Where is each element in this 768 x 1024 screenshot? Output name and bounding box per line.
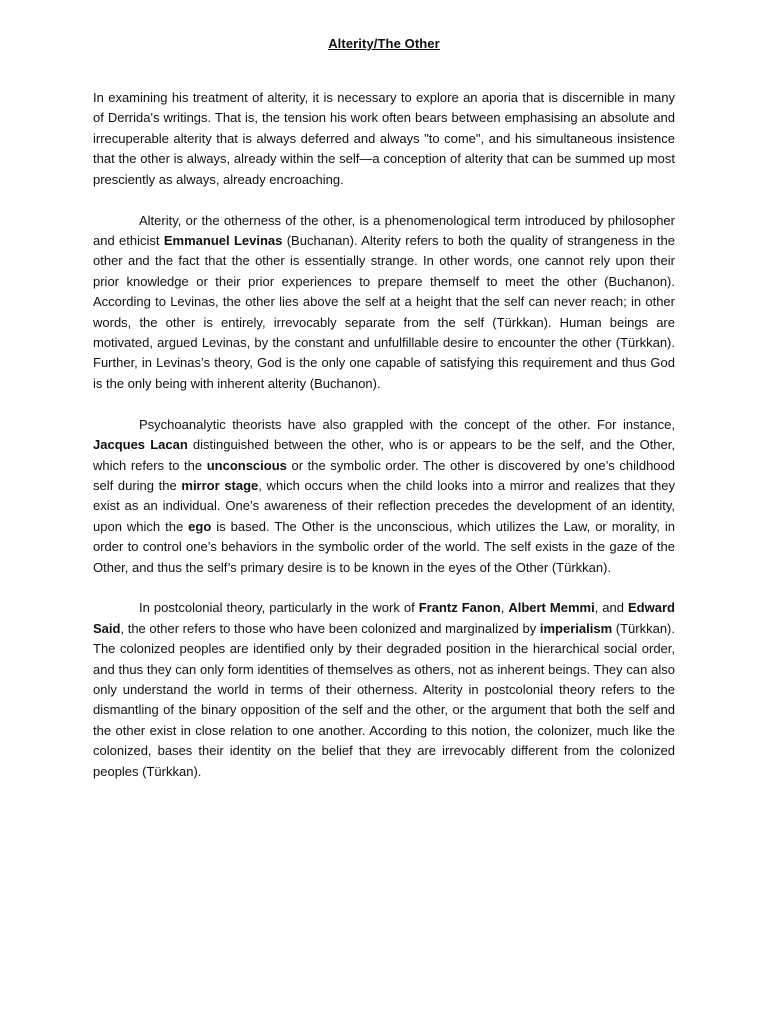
- paragraph-text: ,: [500, 600, 509, 616]
- paragraph-text: Psychoanalytic theorists have also grappled with the concept of the other. For instance,: [139, 416, 675, 432]
- paragraph-text: In postcolonial theory, particularly in the work of: [139, 600, 419, 616]
- bold-term: Emmanuel Levinas: [163, 232, 283, 248]
- bold-term: unconscious: [206, 457, 287, 473]
- paragraph: [93, 598, 675, 782]
- paragraph-text: , and: [594, 600, 629, 616]
- paragraph-text: In examining his treatment of alterity, it is necessary to explore an aporia that is discernible in many of Derrida's writings. That is, the tension his work often bears between emphasising an absolute and irrecuperable alterity that is always deferred and always "to come", and his simultaneous insistence that the other is always, already within the self—a conception of alterity that can be summed up most presciently as always, already encroaching.: [93, 90, 675, 187]
- bold-term: Edward Said: [93, 600, 675, 636]
- paragraph: [93, 211, 675, 395]
- paragraph-text: , the other refers to those who have been colonized and marginalized by: [120, 620, 540, 636]
- paragraph-text: distinguished between the other, who is or appears to be the self, and the Other, which refers to the: [93, 437, 675, 473]
- bold-term: Jacques Lacan: [93, 437, 188, 453]
- paragraph-text: (Türkkan). The colonized peoples are identified only by their degraded position in the hierarchical social order, and thus they can only form identities of themselves as others, not as inherent beings. They can also only understand the world in terms of their otherness. Alterity in postcolonial theory refers to the dismantling of the binary opposition of the self and the other, or the argument that both the self and the other exist in close relation to one another. According to this notion, the colonizer, much like the colonized, bases their identity on the belief that they are irrevocably different from the colonized peoples (Türkkan).: [93, 620, 676, 779]
- document-title: Alterity/The Other: [328, 36, 440, 51]
- bold-term: mirror stage: [181, 477, 259, 493]
- bold-term: ego: [188, 518, 212, 534]
- bold-term: Frantz Fanon: [418, 600, 501, 616]
- document-body: [93, 88, 675, 803]
- paragraph-text: , which occurs when the child looks into a mirror and realizes that they exist as an individual. One’s awareness of their reflection precedes the development of an identity, upon which the: [93, 477, 675, 534]
- paragraph: [93, 415, 675, 578]
- paragraph-text: or the symbolic order. The other is discovered by one’s childhood self during the: [93, 457, 675, 493]
- paragraph-text: (Buchanan). Alterity refers to both the quality of strangeness in the other and the fact that the other is essentially strange. In other words, one cannot rely upon their prior knowledge or their prior experiences to prepare themself to meet the other (Buchanon). According to Levinas, the other lies above the self at a height that the self can never reach; in other words, the other is entirely, irrevocably separate from the self (Türkkan). Human beings are motivated, argued Levinas, by the constant and unfulfillable desire to encounter the other (Türkkan). Further, in Levinas’s theory, God is the only one capable of satisfying this requirement and thus God is the only being with inherent alterity (Buchanon).: [93, 232, 675, 391]
- bold-term: Albert Memmi: [508, 600, 595, 616]
- paragraph-text: is based. The Other is the unconscious, which utilizes the Law, or morality, in order to control one’s behaviors in the symbolic order of the world. The self exists in the gaze of the Other, and thus the self’s primary desire is to be known in the eyes of the Other (Türkkan).: [93, 518, 675, 575]
- paragraph-text: Alterity, or the otherness of the other, is a phenomenological term introduced by philosopher and ethicist: [93, 212, 675, 248]
- paragraph: [93, 88, 675, 190]
- bold-term: imperialism: [539, 620, 613, 636]
